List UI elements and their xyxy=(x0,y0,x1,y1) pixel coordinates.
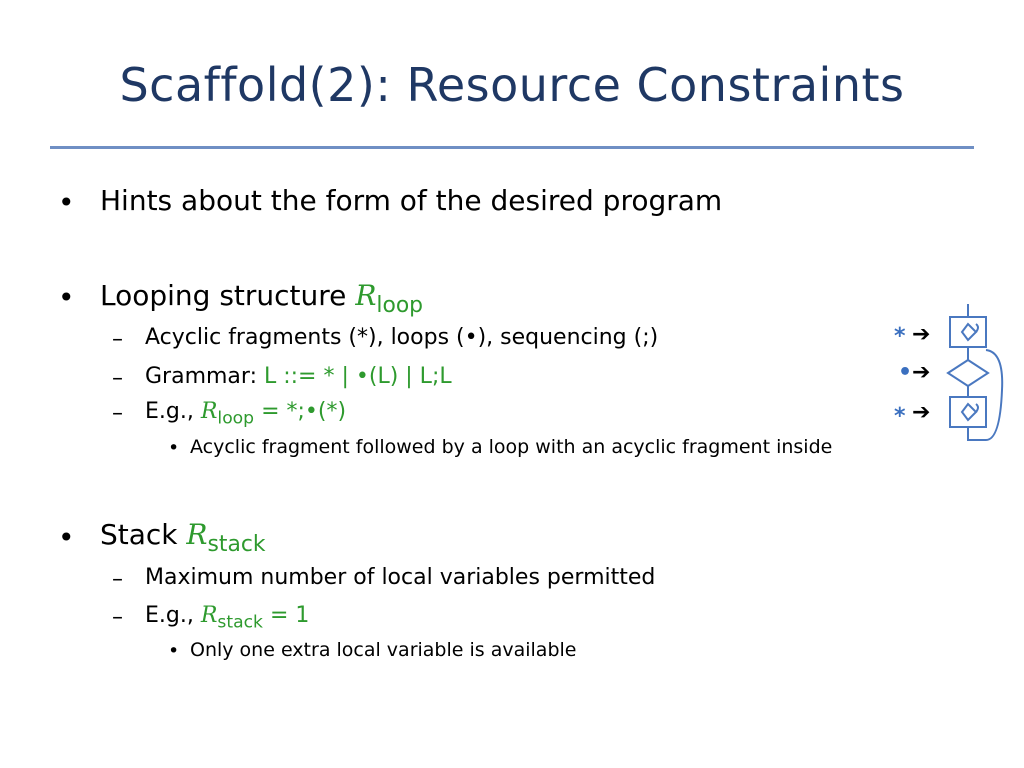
looping-r-subscript: loop xyxy=(376,292,424,318)
bullet-looping xyxy=(100,279,423,318)
diagram-label-acyclic-top: * xyxy=(894,324,906,349)
looping-example xyxy=(145,399,346,428)
dash-marker: – xyxy=(112,366,123,391)
diagram-label-loop: • xyxy=(898,360,913,385)
dash-marker: – xyxy=(112,567,123,592)
looping-acyclic: Acyclic fragments (*), loops (•), sequencing (;) xyxy=(145,325,659,350)
title-divider xyxy=(50,146,974,149)
dash-marker: – xyxy=(112,605,123,630)
bullet-stack xyxy=(100,518,265,557)
looping-label: Looping structure xyxy=(100,279,356,312)
stack-example-note: Only one extra local variable is available xyxy=(190,639,577,661)
looping-r-symbol: R xyxy=(355,279,377,312)
diagram-label-acyclic-bottom: * xyxy=(894,404,906,429)
loop-structure-diagram xyxy=(890,300,1010,460)
arrow-icon: ➔ xyxy=(912,400,931,425)
arrow-icon: ➔ xyxy=(912,360,931,385)
example-value: = *;•(*) xyxy=(254,399,347,424)
stack-example-value: = 1 xyxy=(262,603,310,628)
stack-example-r-symbol: R xyxy=(200,603,218,628)
example-r-subscript: loop xyxy=(217,408,255,429)
example-r-symbol: R xyxy=(200,399,218,424)
bullet-marker: • xyxy=(58,521,75,554)
grammar-value: L ::= * | •(L) | L;L xyxy=(263,364,452,389)
subbullet-marker: • xyxy=(168,437,180,459)
slide-title: Scaffold(2): Resource Constraints xyxy=(119,58,905,112)
stack-label: Stack xyxy=(100,518,187,551)
stack-r-subscript: stack xyxy=(207,531,266,557)
bullet-hints: Hints about the form of the desired program xyxy=(100,184,723,217)
stack-r-symbol: R xyxy=(186,518,208,551)
stack-max: Maximum number of local variables permitted xyxy=(145,565,656,590)
looping-grammar xyxy=(145,364,452,389)
example-label: E.g., xyxy=(145,399,201,424)
looping-example-note: Acyclic fragment followed by a loop with an acyclic fragment inside xyxy=(190,436,833,458)
stack-example xyxy=(145,603,309,632)
stack-example-r-subscript: stack xyxy=(217,612,263,633)
bullet-marker: • xyxy=(58,281,75,314)
subbullet-marker: • xyxy=(168,640,180,662)
grammar-label: Grammar: xyxy=(145,364,264,389)
bullet-marker: • xyxy=(58,186,75,219)
stack-example-label: E.g., xyxy=(145,603,201,628)
arrow-icon: ➔ xyxy=(912,322,931,347)
dash-marker: – xyxy=(112,327,123,352)
dash-marker: – xyxy=(112,401,123,426)
